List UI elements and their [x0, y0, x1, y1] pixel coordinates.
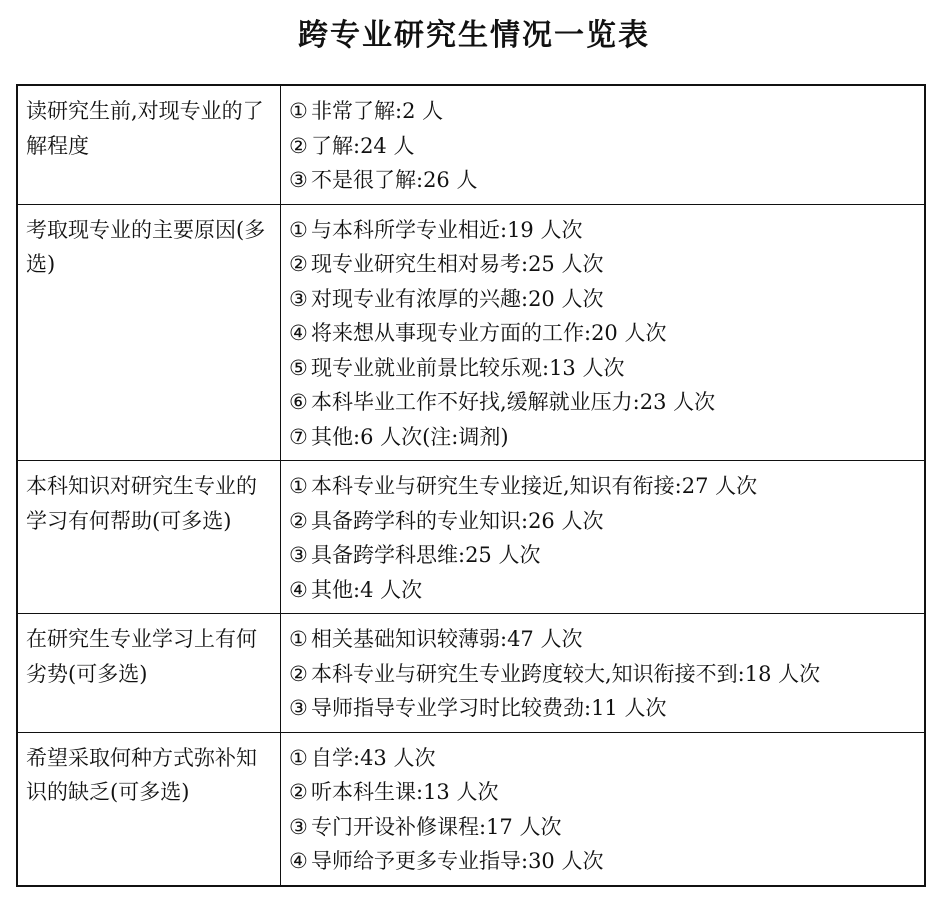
answer-option — [289, 385, 918, 420]
answer-cell — [281, 85, 926, 204]
answer-option — [289, 213, 918, 248]
option-text: 具备跨学科的专业知识:26 人次 — [311, 508, 604, 533]
question-cell: 在研究生专业学习上有何劣势(可多选) — [17, 614, 281, 733]
option-text: 专门开设补修课程:17 人次 — [311, 814, 562, 839]
answer-option — [289, 775, 918, 810]
option-text: 其他:4 人次 — [311, 577, 423, 602]
table-row — [17, 461, 925, 614]
answer-option — [289, 741, 918, 776]
table-row — [17, 204, 925, 461]
table-row — [17, 732, 925, 886]
option-text: 对现专业有浓厚的兴趣:20 人次 — [311, 286, 604, 311]
option-number: ② — [289, 780, 308, 804]
option-number: ② — [289, 252, 308, 276]
question-cell: 希望采取何种方式弥补知识的缺乏(可多选) — [17, 732, 281, 886]
option-text: 现专业就业前景比较乐观:13 人次 — [311, 355, 625, 380]
option-number: ⑦ — [289, 424, 308, 449]
answer-option — [289, 316, 918, 351]
option-number: ③ — [289, 543, 308, 567]
option-number: ② — [289, 508, 308, 533]
question-cell: 读研究生前,对现专业的了解程度 — [17, 85, 281, 204]
answer-option — [289, 163, 918, 198]
option-text: 非常了解:2 人 — [311, 99, 444, 123]
option-text: 本科专业与研究生专业跨度较大,知识衔接不到:18 人次 — [311, 661, 821, 686]
option-number: ① — [289, 745, 308, 770]
answer-option — [289, 247, 918, 282]
answer-option — [289, 504, 918, 539]
answer-option — [289, 282, 918, 317]
question-cell: 本科知识对研究生专业的学习有何帮助(可多选) — [17, 461, 281, 614]
option-number: ① — [289, 474, 308, 498]
answer-option — [289, 420, 918, 455]
answer-option — [289, 657, 918, 692]
option-text: 自学:43 人次 — [311, 745, 436, 770]
answer-option — [289, 129, 918, 164]
option-text: 现专业研究生相对易考:25 人次 — [311, 252, 604, 276]
answer-option — [289, 810, 918, 845]
table-row — [17, 614, 925, 733]
option-number: ④ — [289, 321, 308, 345]
survey-table — [16, 84, 926, 887]
answer-cell — [281, 461, 926, 614]
option-number: ② — [289, 661, 308, 686]
option-text: 不是很了解:26 人 — [311, 168, 478, 192]
option-text: 与本科所学专业相近:19 人次 — [311, 217, 583, 242]
option-number: ① — [289, 217, 308, 242]
option-text: 听本科生课:13 人次 — [311, 780, 499, 804]
option-number: ② — [289, 133, 308, 158]
option-text: 了解:24 人 — [311, 133, 415, 158]
option-text: 本科毕业工作不好找,缓解就业压力:23 人次 — [311, 390, 716, 414]
answer-option — [289, 573, 918, 608]
option-number: ③ — [289, 814, 308, 839]
option-text: 相关基础知识较薄弱:47 人次 — [311, 627, 583, 651]
answer-cell — [281, 614, 926, 733]
option-text: 其他:6 人次(注:调剂) — [311, 424, 509, 449]
option-number: ④ — [289, 577, 308, 602]
question-cell: 考取现专业的主要原因(多选) — [17, 204, 281, 461]
option-text: 本科专业与研究生专业接近,知识有衔接:27 人次 — [311, 474, 758, 498]
answer-option — [289, 538, 918, 573]
answer-cell — [281, 732, 926, 886]
option-text: 将来想从事现专业方面的工作:20 人次 — [311, 321, 667, 345]
option-number: ① — [289, 627, 308, 651]
option-number: ⑥ — [289, 390, 308, 414]
option-text: 具备跨学科思维:25 人次 — [311, 543, 541, 567]
option-number: ③ — [289, 696, 308, 720]
answer-option — [289, 469, 918, 504]
answer-option — [289, 691, 918, 726]
answer-option — [289, 622, 918, 657]
option-text: 导师给予更多专业指导:30 人次 — [311, 849, 604, 873]
option-text: 导师指导专业学习时比较费劲:11 人次 — [311, 696, 667, 720]
answer-option — [289, 94, 918, 129]
table-row — [17, 85, 925, 204]
option-number: ⑤ — [289, 355, 308, 380]
answer-option — [289, 351, 918, 386]
option-number: ① — [289, 99, 308, 123]
answer-option — [289, 844, 918, 879]
option-number: ③ — [289, 286, 308, 311]
page-title: 跨专业研究生情况一览表 — [298, 18, 650, 53]
option-number: ③ — [289, 168, 308, 192]
option-number: ④ — [289, 849, 308, 873]
answer-cell — [281, 204, 926, 461]
